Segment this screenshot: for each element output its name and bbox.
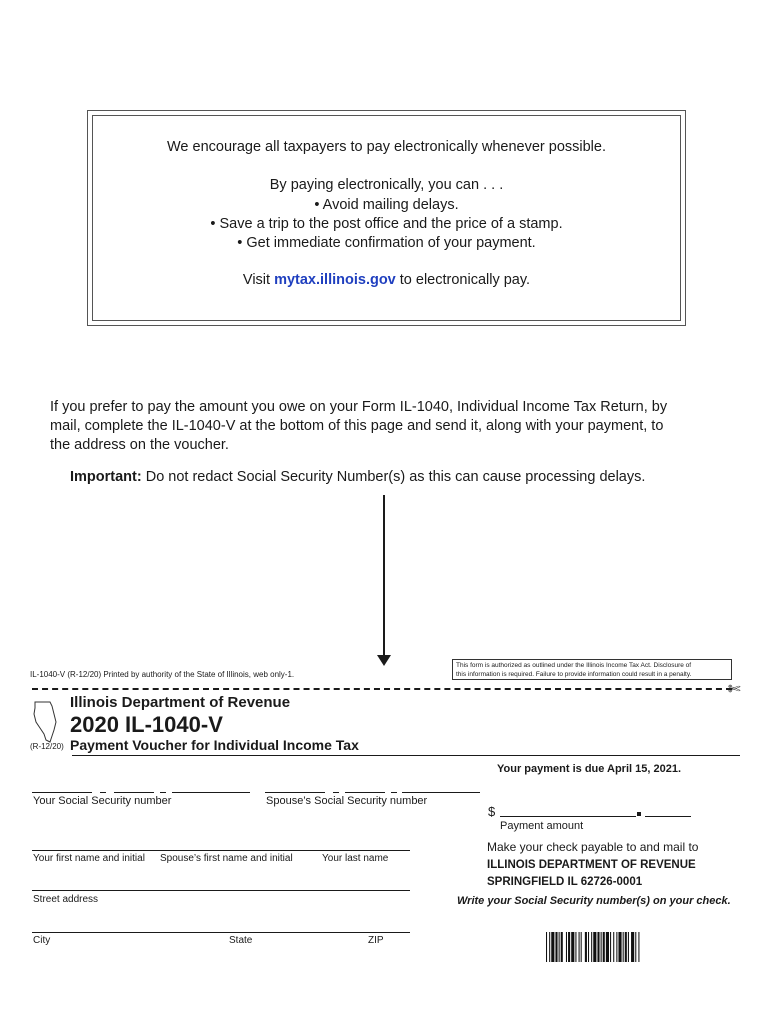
- spouse-ssn-segment-2: [345, 792, 385, 793]
- payment-dollars-field[interactable]: [500, 816, 636, 817]
- ssn-segment-1: [32, 792, 92, 793]
- barcode-bar: [593, 932, 596, 962]
- printed-by-text: IL-1040-V (R-12/20) Printed by authority of the State of Illinois, web only-1.: [30, 670, 295, 679]
- notice-bullet-2: • Save a trip to the post office and the price of a stamp.: [210, 216, 563, 232]
- city-label: City: [33, 935, 51, 946]
- decimal-point: [637, 812, 641, 816]
- barcode-bar: [559, 932, 560, 962]
- street-label: Street address: [33, 894, 99, 905]
- barcode-bar: [606, 932, 609, 962]
- barcode-bar: [591, 932, 592, 962]
- name-line[interactable]: [32, 850, 410, 851]
- barcode-bar: [566, 932, 567, 962]
- down-arrow-shaft: [383, 495, 385, 655]
- barcode-bar: [618, 932, 621, 962]
- barcode-bar: [628, 932, 629, 962]
- voucher-subtitle: Payment Voucher for Individual Income Tax: [70, 737, 359, 753]
- ssn-dash-1: [100, 792, 106, 793]
- barcode-bar: [546, 932, 547, 962]
- barcode-bar: [623, 932, 624, 962]
- spouse-first-name-label: Spouse’s first name and initial: [160, 853, 293, 864]
- notice-line-2: By paying electronically, you can . . .: [269, 177, 504, 193]
- barcode-bar: [585, 932, 587, 962]
- authorization-box: [452, 659, 732, 680]
- barcode-bar: [571, 932, 574, 962]
- important-label: Important:: [70, 469, 142, 485]
- notice-bullet-3: • Get immediate confirmation of your payment.: [237, 235, 536, 251]
- illinois-outline-icon: [32, 700, 62, 744]
- instructions-line-1: If you prefer to pay the amount you owe on your Form IL-1040, Individual Income Tax Return, by: [50, 399, 668, 415]
- ssn-on-check-note: Write your Social Security number(s) on your check.: [457, 895, 731, 907]
- barcode-bar: [616, 932, 617, 962]
- notice-bullet-1: • Avoid mailing delays.: [314, 197, 459, 213]
- ssn-dash-2: [160, 792, 166, 793]
- street-line[interactable]: [32, 890, 410, 891]
- barcode-bar: [638, 932, 639, 962]
- barcode-bar: [625, 932, 627, 962]
- spouse-ssn-segment-1: [265, 792, 325, 793]
- barcode-bar: [613, 932, 614, 962]
- barcode-bar: [549, 932, 550, 962]
- barcode-bar: [551, 932, 554, 962]
- barcode-bar: [561, 932, 563, 962]
- barcode-bar: [597, 932, 599, 962]
- dollar-sign: $: [488, 804, 496, 819]
- spouse-ssn-dash-2: [391, 792, 397, 793]
- ssn-label: Your Social Security number: [33, 795, 172, 807]
- instructions-line-3: the address on the voucher.: [50, 437, 229, 453]
- important-text: Do not redact Social Security Number(s) as this can cause processing delays.: [141, 469, 646, 485]
- first-name-label: Your first name and initial: [33, 853, 145, 864]
- barcode-bar: [601, 932, 602, 962]
- barcode-bar: [603, 932, 605, 962]
- barcode-bar: [610, 932, 611, 962]
- authorization-line-2: this information is required. Failure to provide information could result in a penalty.: [456, 671, 692, 678]
- important-note: [70, 469, 645, 485]
- zip-label: ZIP: [368, 935, 384, 946]
- department-name: Illinois Department of Revenue: [70, 694, 291, 711]
- form-title: 2020 IL-1040-V: [70, 712, 223, 737]
- city-line[interactable]: [32, 932, 410, 933]
- cut-line: [32, 688, 732, 690]
- mytax-link[interactable]: mytax.illinois.gov: [274, 272, 396, 288]
- mail-address-line-2: SPRINGFIELD IL 62726-0001: [487, 876, 643, 888]
- header-rule: [72, 755, 740, 756]
- visit-suffix: to electronically pay.: [395, 272, 531, 288]
- authorization-line-1: This form is authorized as outlined under the Illinois Income Tax Act. Disclosure of: [456, 662, 692, 669]
- state-label: State: [229, 935, 253, 946]
- notice-line-1: We encourage all taxpayers to pay electronically whenever possible.: [166, 139, 606, 155]
- barcode-bar: [588, 932, 589, 962]
- barcode-bar: [568, 932, 570, 962]
- payment-cents-field[interactable]: [645, 816, 691, 817]
- revision-code: (R-12/20): [30, 742, 64, 751]
- barcode-bar: [635, 932, 636, 962]
- last-name-label: Your last name: [322, 853, 389, 864]
- barcode-bar: [555, 932, 557, 962]
- barcode-bar: [575, 932, 576, 962]
- down-arrow-icon: [377, 655, 391, 666]
- scissors-icon: ✄: [728, 681, 741, 698]
- spouse-ssn-label: Spouse’s Social Security number: [266, 795, 428, 807]
- spouse-ssn-dash-1: [333, 792, 339, 793]
- mail-address-line-1: ILLINOIS DEPARTMENT OF REVENUE: [487, 859, 696, 871]
- barcode-bar: [581, 932, 582, 962]
- ssn-segment-2: [114, 792, 154, 793]
- notice-visit-line: [92, 272, 681, 288]
- due-date: Your payment is due April 15, 2021.: [497, 763, 682, 775]
- instructions-line-2: mail, complete the IL-1040-V at the bottom of this page and send it, along with your payment, to: [50, 418, 664, 434]
- visit-prefix: Visit: [242, 272, 275, 288]
- barcode-bar: [631, 932, 634, 962]
- mail-to-text: Make your check payable to and mail to: [487, 840, 699, 854]
- spouse-ssn-segment-3: [402, 792, 480, 793]
- ssn-segment-3: [172, 792, 250, 793]
- barcode-bar: [579, 932, 580, 962]
- barcode-image: [546, 932, 702, 962]
- payment-amount-label: Payment amount: [500, 820, 584, 832]
